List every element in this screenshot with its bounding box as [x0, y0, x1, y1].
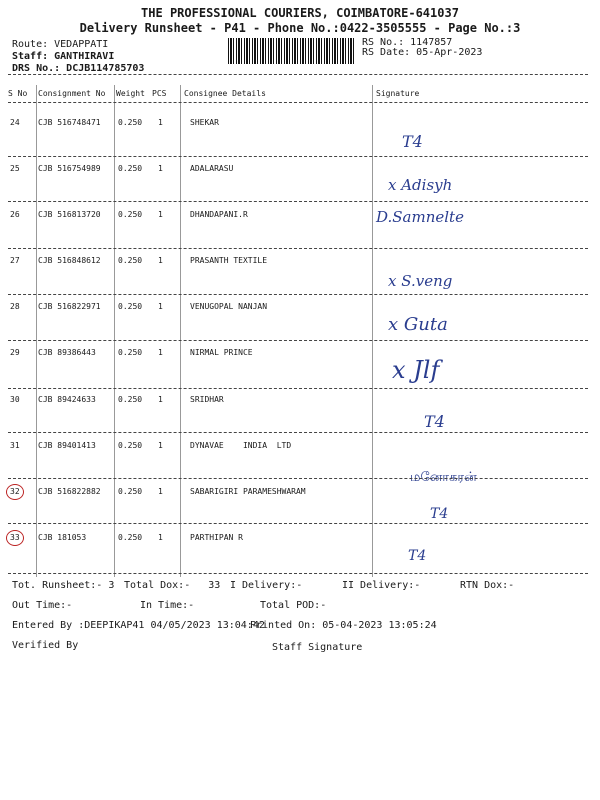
table-row [0, 164, 600, 184]
col-sno: S No [8, 89, 28, 98]
footer-tot-runsheet: Tot. Runsheet:- 3 [12, 580, 115, 591]
footer-ii-delivery: II Delivery:- [342, 580, 421, 591]
footer-out-time: Out Time:- [12, 600, 73, 611]
annotation-circle [6, 530, 24, 546]
table-row [0, 395, 600, 415]
row-signature: x S.veng [388, 272, 453, 290]
row-weight: 0.250 [118, 533, 143, 542]
row-weight: 0.250 [118, 302, 143, 311]
row-consignee: SHEKAR [190, 118, 219, 127]
col-weight: Weight [116, 89, 145, 98]
row-weight: 0.250 [118, 164, 143, 173]
barcode-image [228, 38, 354, 64]
footer-staff-signature: Staff Signature [272, 642, 363, 653]
table-row [0, 118, 600, 138]
table-row [0, 302, 600, 322]
row-sno: 29 [10, 348, 20, 357]
col-consignment: Consignment No [38, 89, 106, 98]
annotation-circle [6, 484, 24, 500]
divider [8, 201, 588, 202]
row-weight: 0.250 [118, 118, 143, 127]
row-signature: மனோகரன் [410, 470, 477, 485]
row-pcs: 1 [158, 487, 163, 496]
row-consignee: DYNAVAE INDIA LTD [190, 441, 292, 450]
col-signature: Signature [376, 89, 420, 98]
table-row [0, 210, 600, 230]
route-label: Route: VEDAPPATI [12, 39, 109, 50]
row-consignment: CJB 181053 [38, 533, 87, 542]
divider [8, 156, 588, 157]
table-row [0, 256, 600, 276]
footer-in-time: In Time:- [140, 600, 195, 611]
row-consignment: CJB 516748471 [38, 118, 101, 127]
row-consignee: ADALARASU [190, 164, 234, 173]
col-consignee: Consignee Details [184, 89, 266, 98]
divider [8, 523, 588, 524]
row-consignment: CJB 89401413 [38, 441, 96, 450]
row-consignment: CJB 89424633 [38, 395, 96, 404]
footer-total-pod: Total POD:- [260, 600, 327, 611]
row-sno: 26 [10, 210, 20, 219]
row-weight: 0.250 [118, 256, 143, 265]
row-consignee: PRASANTH TEXTILE [190, 256, 268, 265]
footer-entered-by: Entered By :DEEPIKAP41 04/05/2023 13:04:42 [12, 620, 265, 631]
divider [8, 74, 588, 75]
row-consignment: CJB 516822882 [38, 487, 101, 496]
row-sno: 33 [10, 533, 20, 542]
table-row [0, 348, 600, 368]
row-sno: 31 [10, 441, 20, 450]
footer-verified-by: Verified By [12, 640, 79, 651]
row-signature: T4 [430, 506, 449, 522]
table-row [0, 487, 600, 507]
table-row [0, 441, 600, 461]
row-weight: 0.250 [118, 210, 143, 219]
row-signature: T4 [424, 412, 445, 431]
document-title: THE PROFESSIONAL COURIERS, COIMBATORE-641037 [141, 6, 459, 20]
row-sno: 28 [10, 302, 20, 311]
row-pcs: 1 [158, 533, 163, 542]
row-signature: D.Samnelte [376, 208, 464, 226]
row-weight: 0.250 [118, 348, 143, 357]
row-consignee: SRIDHAR [190, 395, 224, 404]
row-consignee: VENUGOPAL NANJAN [190, 302, 268, 311]
row-consignee: NIRMAL PRINCE [190, 348, 253, 357]
divider [8, 432, 588, 433]
row-pcs: 1 [158, 348, 163, 357]
row-pcs: 1 [158, 118, 163, 127]
staff-label: Staff: GANTHIRAVI [12, 51, 115, 62]
row-consignment: CJB 516822971 [38, 302, 101, 311]
row-consignee: PARTHIPAN R [190, 533, 243, 542]
row-sno: 24 [10, 118, 20, 127]
col-pcs: PCS [152, 89, 167, 98]
footer-printed-on: Printed On: 05-04-2023 13:05:24 [250, 620, 437, 631]
divider [8, 340, 588, 341]
row-signature: T4 [408, 548, 427, 564]
divider [8, 248, 588, 249]
row-signature: x Guta [388, 314, 448, 335]
row-signature: T4 [402, 132, 423, 151]
row-pcs: 1 [158, 256, 163, 265]
row-pcs: 1 [158, 302, 163, 311]
row-consignment: CJB 89386443 [38, 348, 96, 357]
rs-date: RS Date: 05-Apr-2023 [362, 47, 483, 58]
table-row [0, 533, 600, 553]
row-pcs: 1 [158, 164, 163, 173]
row-weight: 0.250 [118, 487, 143, 496]
divider [8, 294, 588, 295]
row-sno: 32 [10, 487, 20, 496]
footer-rtn-dox: RTN Dox:- [460, 580, 515, 591]
row-consignee: SABARIGIRI PARAMESHWARAM [190, 487, 306, 496]
row-consignment: CJB 516848612 [38, 256, 101, 265]
row-signature: x Adisyh [388, 176, 453, 194]
divider [8, 388, 588, 389]
divider [8, 102, 588, 103]
table-header [0, 89, 600, 109]
row-weight: 0.250 [118, 395, 143, 404]
row-consignment: CJB 516813720 [38, 210, 101, 219]
footer-total-dox: Total Dox:- 33 [124, 580, 221, 591]
row-consignment: CJB 516754989 [38, 164, 101, 173]
row-sno: 27 [10, 256, 20, 265]
row-pcs: 1 [158, 395, 163, 404]
rs-number: RS No.: 1147857 [362, 37, 453, 48]
row-weight: 0.250 [118, 441, 143, 450]
divider [8, 478, 588, 479]
document-subtitle: Delivery Runsheet - P41 - Phone No.:0422-3505555 - Page No.:3 [79, 21, 521, 35]
row-pcs: 1 [158, 441, 163, 450]
drs-number: DRS No.: DCJB114785703 [12, 63, 145, 74]
row-sno: 30 [10, 395, 20, 404]
row-consignee: DHANDAPANI.R [190, 210, 248, 219]
row-pcs: 1 [158, 210, 163, 219]
row-signature: x Jlf [392, 356, 440, 384]
divider [8, 573, 588, 574]
row-sno: 25 [10, 164, 20, 173]
footer-i-delivery: I Delivery:- [230, 580, 303, 591]
